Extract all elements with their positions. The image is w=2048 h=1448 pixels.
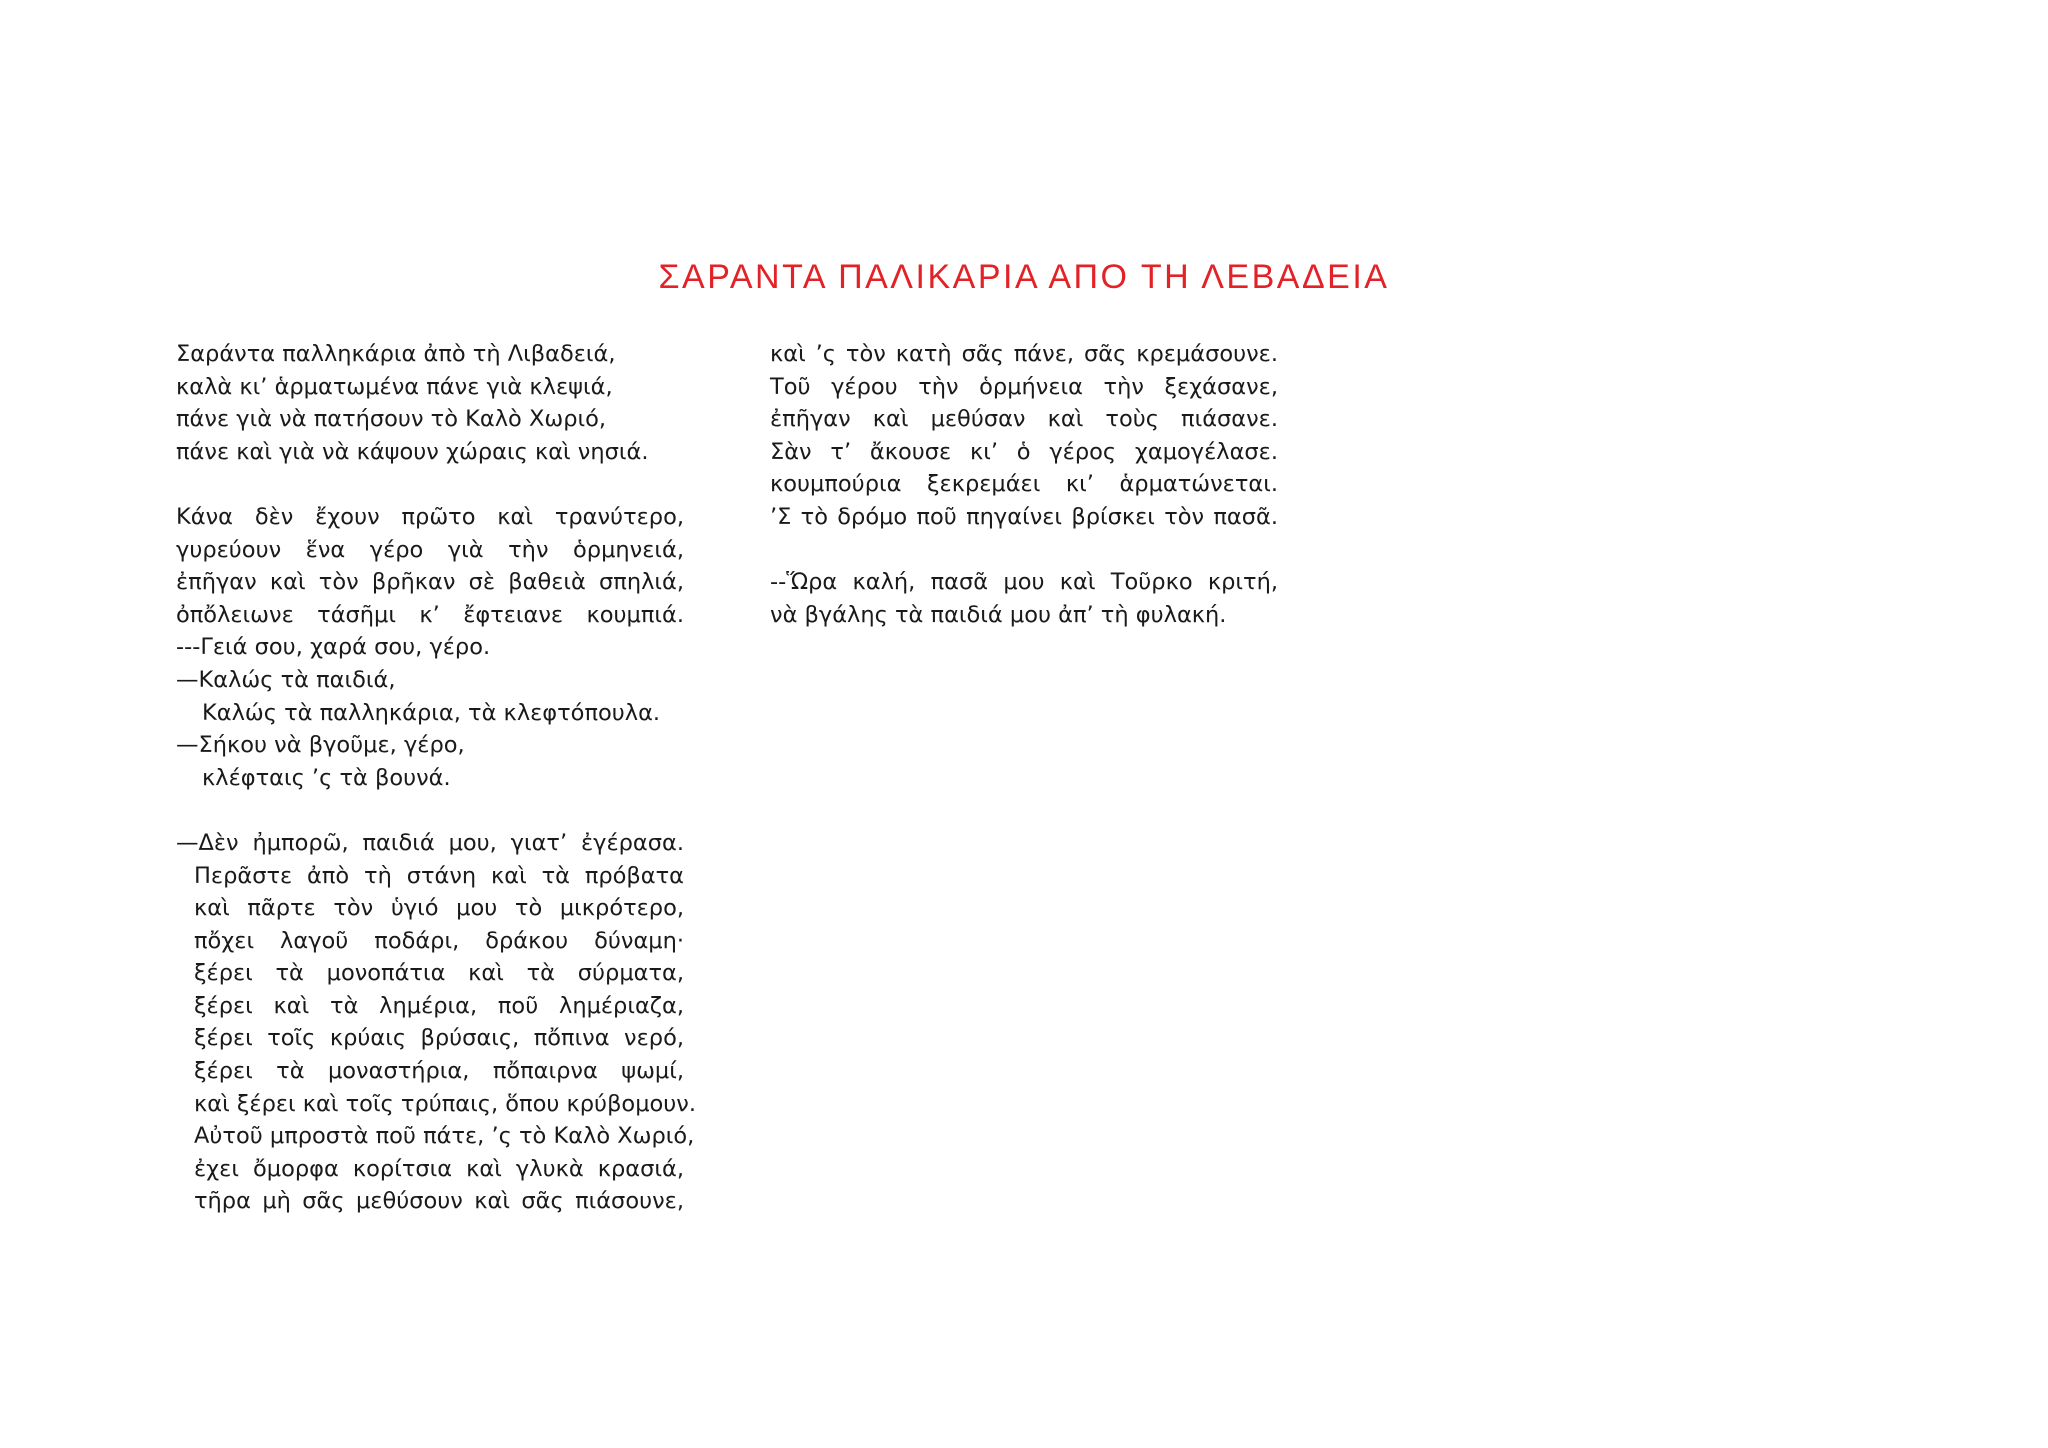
verse-line: κλέφταις ’ς τὰ βουνά. — [202, 764, 451, 791]
verse-line: —Σήκου νὰ βγοῦμε, γέρο, — [176, 732, 465, 759]
verse-line: ἐπῆγαν καὶ τὸν βρῆκαν σὲ βαθειὰ σπηλιά, — [176, 569, 684, 596]
verse-line: καὶ ξέρει καὶ τοῖς τρύπαις, ὅπου κρύβομουν. — [194, 1090, 697, 1117]
verse-line: ’Σ τὸ δρόμο ποῦ πηγαίνει βρίσκει τὸν πασᾶ. — [770, 503, 1278, 530]
verse-line: ξέρει τὰ μονοπάτια καὶ τὰ σύρματα, — [194, 960, 684, 987]
stanza-4 — [770, 338, 1278, 534]
verse-line: Κάνα δὲν ἔχουν πρῶτο καὶ τρανύτερο, — [176, 503, 684, 530]
poem-right-column — [770, 338, 1278, 664]
stanza-5 — [770, 566, 1278, 631]
verse-line: ὀπὄλειωνε τάσῆμι κ’ ἔφτειανε κουμπιά. — [176, 601, 684, 628]
stanza-1 — [176, 338, 684, 468]
verse-line: τῆρα μὴ σᾶς μεθύσουν καὶ σᾶς πιάσουνε, — [194, 1188, 684, 1215]
verse-line: καλὰ κι’ ἁρματωμένα πάνε γιὰ κλεψιά, — [176, 373, 613, 400]
verse-line: κουμπούρια ξεκρεμάει κι’ ἁρματώνεται. — [770, 471, 1278, 498]
verse-line: γυρεύουν ἕνα γέρο γιὰ τὴν ὁρμηνειά, — [176, 536, 684, 563]
verse-line: Τοῦ γέρου τὴν ὁρμήνεια τὴν ξεχάσανε, — [770, 373, 1278, 400]
verse-line: Αὐτοῦ μπροστὰ ποῦ πάτε, ’ς τὸ Καλὸ Χωριό, — [194, 1123, 695, 1150]
verse-line: νὰ βγάλης τὰ παιδιά μου ἀπ’ τὴ φυλακή. — [770, 601, 1227, 628]
verse-line: Καλώς τὰ παλληκάρια, τὰ κλεφτόπουλα. — [202, 699, 661, 726]
verse-line: Σὰν τ’ ἄκουσε κι’ ὁ γέρος χαμογέλασε. — [770, 438, 1278, 465]
verse-line: ξέρει καὶ τὰ λημέρια, ποῦ λημέριαζα, — [194, 992, 684, 1019]
poem-left-column — [176, 338, 697, 1251]
verse-line: —Δὲν ἠμπορῶ, παιδιά μου, γιατ’ ἐγέρασα. — [176, 829, 684, 856]
verse-line: πάνε γιὰ νὰ πατήσουν τὸ Καλὸ Χωριό, — [176, 406, 607, 433]
verse-line: ξέρει τοῖς κρύαις βρύσαις, πὄπινα νερό, — [194, 1025, 684, 1052]
verse-line: ἐχει ὄμορφα κορίτσια καὶ γλυκὰ κρασιά, — [194, 1155, 684, 1182]
verse-line: —Καλώς τὰ παιδιά, — [176, 666, 396, 693]
verse-line: Περᾶστε ἀπὸ τὴ στάνη καὶ τὰ πρόβατα — [194, 862, 684, 889]
verse-line: καὶ ’ς τὸν κατὴ σᾶς πάνε, σᾶς κρεμάσουνε. — [770, 341, 1278, 367]
verse-line: Σαράντα παλληκάρια ἀπὸ τὴ Λιβαδειά, — [176, 341, 616, 367]
verse-line: ---Γειά σου, χαρά σου, γέρο. — [176, 634, 491, 661]
verse-line: πάνε καὶ γιὰ νὰ κάψουν χώραις καὶ νησιά. — [176, 438, 649, 465]
verse-line: ξέρει τὰ μοναστήρια, πὄπαιρνα ψωμί, — [194, 1058, 684, 1085]
verse-line: --Ὥρα καλή, πασᾶ μου καὶ Τοῦρκο κριτή, — [770, 569, 1278, 596]
verse-line: ἐπῆγαν καὶ μεθύσαν καὶ τοὺς πιάσανε. — [770, 406, 1278, 433]
page-title: ΣΑΡΑΝΤΑ ΠΑΛΙΚΑΡΙΑ ΑΠΟ ΤΗ ΛΕΒΑΔΕΙΑ — [658, 258, 1390, 296]
stanza-3 — [176, 827, 697, 1218]
stanza-2 — [176, 501, 684, 794]
verse-line: πὄχει λαγοῦ ποδάρι, δράκου δύναμη· — [194, 927, 684, 954]
verse-line: καὶ πᾶρτε τὸν ὑγιό μου τὸ μικρότερο, — [194, 895, 684, 922]
